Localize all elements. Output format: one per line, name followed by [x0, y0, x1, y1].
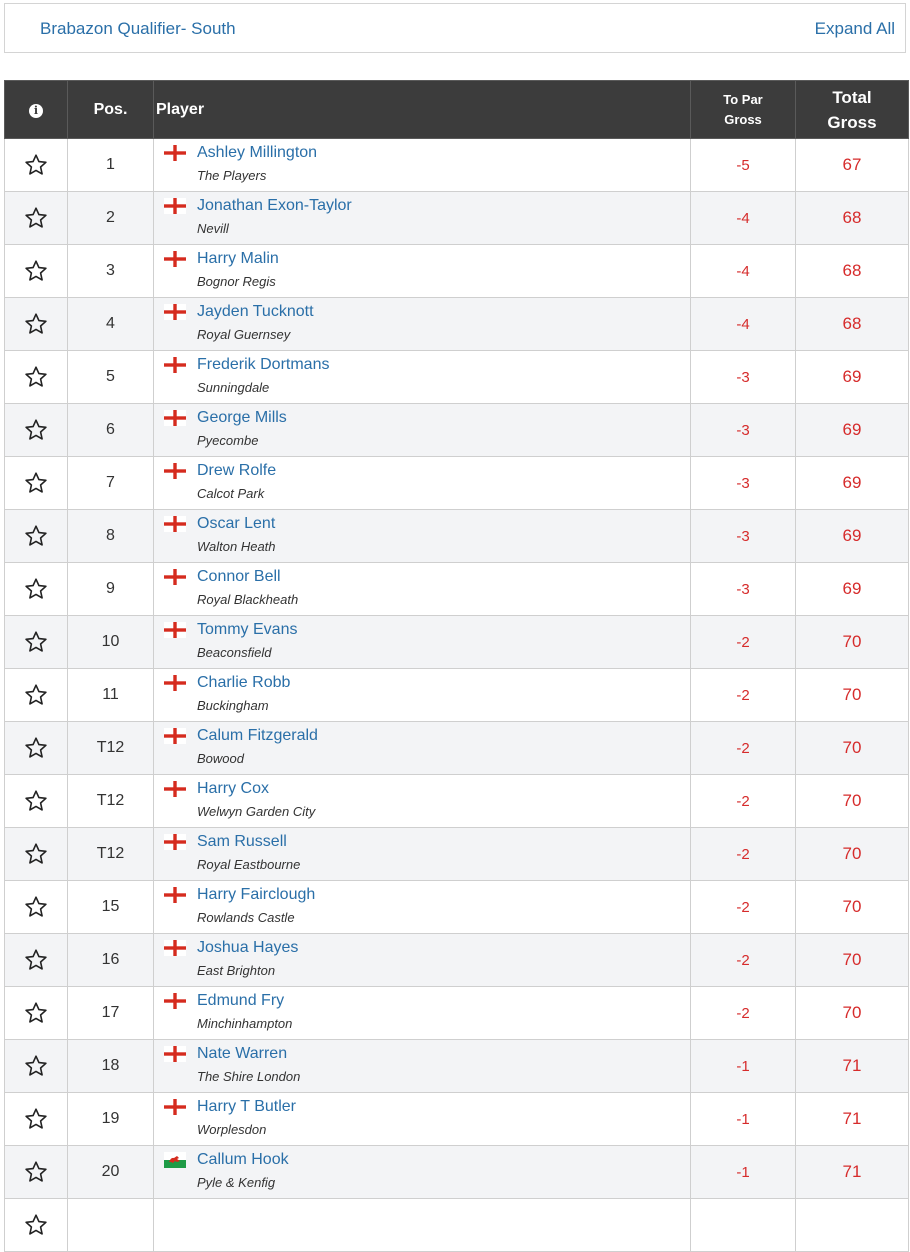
- total-gross-cell: 71: [796, 1040, 909, 1093]
- favorite-cell[interactable]: [5, 934, 68, 987]
- player-column-header[interactable]: Player: [154, 81, 691, 139]
- round-header-bar: [4, 3, 906, 53]
- to-par-cell: -4: [691, 245, 796, 298]
- table-row[interactable]: [5, 722, 909, 775]
- total-gross-cell: 68: [796, 298, 909, 351]
- star-outline-icon[interactable]: [5, 1213, 67, 1237]
- player-name-link[interactable]: Jayden Tucknott: [197, 303, 314, 320]
- player-name-link[interactable]: Callum Hook: [197, 1151, 289, 1168]
- table-row[interactable]: [5, 934, 909, 987]
- total-gross-cell: 71: [796, 1093, 909, 1146]
- table-row[interactable]: [5, 139, 909, 192]
- star-outline-icon[interactable]: [5, 1001, 67, 1025]
- favorite-cell[interactable]: [5, 563, 68, 616]
- player-club: Worplesdon: [197, 1122, 267, 1137]
- table-row[interactable]: [5, 669, 909, 722]
- to-par-cell: -2: [691, 934, 796, 987]
- player-name-link[interactable]: Drew Rolfe: [197, 462, 277, 479]
- player-club: Walton Heath: [197, 539, 276, 554]
- star-outline-icon[interactable]: [5, 789, 67, 813]
- player-cell[interactable]: [154, 192, 691, 245]
- favorite-cell[interactable]: [5, 457, 68, 510]
- favorite-cell[interactable]: [5, 404, 68, 457]
- table-row[interactable]: [5, 1199, 909, 1252]
- to-par-cell: -2: [691, 616, 796, 669]
- star-outline-icon[interactable]: [5, 524, 67, 548]
- to-par-cell: -5: [691, 139, 796, 192]
- table-row[interactable]: [5, 404, 909, 457]
- player-name-link[interactable]: Joshua Hayes: [197, 939, 299, 956]
- leaderboard-header-row: [5, 81, 909, 139]
- player-club: Buckingham: [197, 698, 269, 713]
- table-row[interactable]: [5, 351, 909, 404]
- favorite-cell[interactable]: [5, 139, 68, 192]
- england-flag-icon: [164, 145, 186, 161]
- table-row[interactable]: [5, 1146, 909, 1199]
- player-name-link[interactable]: Tommy Evans: [197, 621, 298, 638]
- player-name-link[interactable]: Sam Russell: [197, 833, 287, 850]
- player-cell[interactable]: [154, 987, 691, 1040]
- star-outline-icon[interactable]: [5, 630, 67, 654]
- player-cell[interactable]: [154, 298, 691, 351]
- star-outline-icon[interactable]: [5, 683, 67, 707]
- wales-flag-icon: [164, 1152, 186, 1168]
- england-flag-icon: [164, 410, 186, 426]
- england-flag-icon: [164, 940, 186, 956]
- england-flag-icon: [164, 304, 186, 320]
- table-row[interactable]: [5, 1040, 909, 1093]
- star-outline-icon[interactable]: [5, 948, 67, 972]
- player-club: Pyle & Kenfig: [197, 1175, 276, 1190]
- total-gross-cell: 67: [796, 139, 909, 192]
- player-name-link[interactable]: Edmund Fry: [197, 992, 285, 1009]
- total-gross-cell: 68: [796, 245, 909, 298]
- position-cell: 7: [68, 457, 154, 510]
- player-club: The Players: [197, 168, 267, 183]
- table-row[interactable]: [5, 987, 909, 1040]
- position-cell: 1: [68, 139, 154, 192]
- star-outline-icon[interactable]: [5, 842, 67, 866]
- england-flag-icon: [164, 622, 186, 638]
- player-club: Beaconsfield: [197, 645, 272, 660]
- total-gross-cell: [796, 1199, 909, 1252]
- player-cell[interactable]: [154, 404, 691, 457]
- favorite-cell[interactable]: [5, 245, 68, 298]
- favorite-cell[interactable]: [5, 722, 68, 775]
- position-cell: 2: [68, 192, 154, 245]
- favorite-cell[interactable]: [5, 1093, 68, 1146]
- player-club: Calcot Park: [197, 486, 265, 501]
- star-outline-icon[interactable]: [5, 153, 67, 177]
- player-cell[interactable]: [154, 1040, 691, 1093]
- england-flag-icon: [164, 887, 186, 903]
- table-row[interactable]: [5, 563, 909, 616]
- table-row[interactable]: [5, 510, 909, 563]
- to-par-cell: -4: [691, 192, 796, 245]
- player-cell[interactable]: [154, 510, 691, 563]
- to-par-cell: -1: [691, 1146, 796, 1199]
- player-cell[interactable]: [154, 828, 691, 881]
- total-gross-cell: 68: [796, 192, 909, 245]
- to-par-cell: -2: [691, 881, 796, 934]
- total-gross-cell: 69: [796, 351, 909, 404]
- player-name-link[interactable]: Harry Malin: [197, 250, 279, 267]
- total-gross-cell: 71: [796, 1146, 909, 1199]
- player-club: Royal Guernsey: [197, 327, 291, 342]
- star-outline-icon[interactable]: [5, 895, 67, 919]
- favorite-cell[interactable]: [5, 775, 68, 828]
- position-cell: 10: [68, 616, 154, 669]
- total-header-line1: Total: [832, 87, 872, 107]
- england-flag-icon: [164, 781, 186, 797]
- player-club: Bognor Regis: [197, 274, 276, 289]
- star-outline-icon[interactable]: [5, 736, 67, 760]
- position-cell: 15: [68, 881, 154, 934]
- total-column-header[interactable]: [796, 81, 909, 139]
- player-club: Royal Eastbourne: [197, 857, 301, 872]
- table-row[interactable]: [5, 298, 909, 351]
- player-name-link[interactable]: George Mills: [197, 409, 287, 426]
- table-row[interactable]: [5, 828, 909, 881]
- total-gross-cell: 70: [796, 881, 909, 934]
- position-cell: 16: [68, 934, 154, 987]
- to-par-cell: -2: [691, 775, 796, 828]
- total-gross-cell: 70: [796, 616, 909, 669]
- star-outline-icon[interactable]: [5, 365, 67, 389]
- total-gross-cell: 70: [796, 987, 909, 1040]
- player-club: Sunningdale: [197, 380, 270, 395]
- table-row[interactable]: [5, 457, 909, 510]
- star-outline-icon[interactable]: [5, 418, 67, 442]
- england-flag-icon: [164, 1099, 186, 1115]
- player-name-link[interactable]: Calum Fitzgerald: [197, 727, 318, 744]
- england-flag-icon: [164, 569, 186, 585]
- to-par-cell: -3: [691, 510, 796, 563]
- position-cell: 9: [68, 563, 154, 616]
- position-cell: 18: [68, 1040, 154, 1093]
- favorite-cell[interactable]: [5, 1199, 68, 1252]
- leaderboard-table: [4, 80, 909, 1252]
- to-par-cell: -3: [691, 457, 796, 510]
- star-outline-icon[interactable]: [5, 577, 67, 601]
- to-par-header-line2: Gross: [724, 111, 762, 127]
- player-cell[interactable]: [154, 457, 691, 510]
- to-par-cell: [691, 1199, 796, 1252]
- england-flag-icon: [164, 198, 186, 214]
- position-cell: 8: [68, 510, 154, 563]
- position-cell: 5: [68, 351, 154, 404]
- favorite-cell[interactable]: [5, 987, 68, 1040]
- player-name-link[interactable]: Ashley Millington: [197, 144, 318, 161]
- star-outline-icon[interactable]: [5, 471, 67, 495]
- table-row[interactable]: [5, 775, 909, 828]
- table-row[interactable]: [5, 881, 909, 934]
- competition-title-link[interactable]: Brabazon Qualifier- South: [40, 19, 236, 38]
- star-outline-icon[interactable]: [5, 259, 67, 283]
- player-cell[interactable]: [154, 669, 691, 722]
- player-cell[interactable]: [154, 563, 691, 616]
- position-cell: 17: [68, 987, 154, 1040]
- to-par-cell: -1: [691, 1093, 796, 1146]
- england-flag-icon: [164, 728, 186, 744]
- star-outline-icon[interactable]: [5, 206, 67, 230]
- england-flag-icon: [164, 357, 186, 373]
- player-name-link[interactable]: Frederik Dortmans: [197, 356, 330, 373]
- position-cell: T12: [68, 775, 154, 828]
- player-cell[interactable]: [154, 616, 691, 669]
- favorite-cell[interactable]: [5, 828, 68, 881]
- player-club: Royal Blackheath: [197, 592, 299, 607]
- total-gross-cell: 69: [796, 404, 909, 457]
- player-cell[interactable]: [154, 1146, 691, 1199]
- player-name-link[interactable]: Harry T Butler: [197, 1098, 296, 1115]
- position-cell: T12: [68, 722, 154, 775]
- player-cell[interactable]: [154, 1199, 691, 1252]
- position-cell: 19: [68, 1093, 154, 1146]
- to-par-cell: -3: [691, 351, 796, 404]
- star-outline-icon[interactable]: [5, 1107, 67, 1131]
- table-row[interactable]: [5, 1093, 909, 1146]
- position-cell: T12: [68, 828, 154, 881]
- england-flag-icon: [164, 675, 186, 691]
- info-icon[interactable]: i: [29, 104, 43, 118]
- england-flag-icon: [164, 251, 186, 267]
- total-header-line2: Gross: [827, 112, 877, 132]
- favorite-cell[interactable]: [5, 351, 68, 404]
- info-column-header[interactable]: [5, 81, 68, 139]
- position-cell: 11: [68, 669, 154, 722]
- to-par-cell: -3: [691, 563, 796, 616]
- total-gross-cell: 69: [796, 510, 909, 563]
- star-outline-icon[interactable]: [5, 1054, 67, 1078]
- player-name-link[interactable]: Harry Cox: [197, 780, 270, 797]
- player-name-link[interactable]: Nate Warren: [197, 1045, 288, 1062]
- to-par-cell: -2: [691, 987, 796, 1040]
- favorite-cell[interactable]: [5, 1146, 68, 1199]
- player-club: Bowood: [197, 751, 244, 766]
- star-outline-icon[interactable]: [5, 1160, 67, 1184]
- table-row[interactable]: [5, 245, 909, 298]
- player-cell[interactable]: [154, 881, 691, 934]
- total-gross-cell: 69: [796, 457, 909, 510]
- to-par-cell: -4: [691, 298, 796, 351]
- position-cell: 20: [68, 1146, 154, 1199]
- player-name-link[interactable]: Jonathan Exon-Taylor: [197, 197, 352, 214]
- england-flag-icon: [164, 993, 186, 1009]
- leaderboard-body: [5, 139, 909, 1252]
- player-name-link[interactable]: Connor Bell: [197, 568, 281, 585]
- player-cell[interactable]: [154, 934, 691, 987]
- player-club: Minchinhampton: [197, 1016, 293, 1031]
- to-par-cell: -3: [691, 404, 796, 457]
- player-cell[interactable]: [154, 1093, 691, 1146]
- expand-all-link[interactable]: Expand All: [814, 19, 895, 38]
- favorite-cell[interactable]: [5, 616, 68, 669]
- player-cell[interactable]: [154, 351, 691, 404]
- table-row[interactable]: [5, 616, 909, 669]
- england-flag-icon: [164, 1046, 186, 1062]
- favorite-cell[interactable]: [5, 669, 68, 722]
- player-name-link[interactable]: Oscar Lent: [197, 515, 276, 532]
- player-name-link[interactable]: Charlie Robb: [197, 674, 291, 691]
- player-cell[interactable]: [154, 139, 691, 192]
- player-club: Welwyn Garden City: [197, 804, 316, 819]
- total-gross-cell: 70: [796, 934, 909, 987]
- to-par-column-header[interactable]: [691, 81, 796, 139]
- england-flag-icon: [164, 463, 186, 479]
- total-gross-cell: 70: [796, 775, 909, 828]
- player-cell[interactable]: [154, 245, 691, 298]
- player-cell[interactable]: [154, 722, 691, 775]
- to-par-cell: -2: [691, 722, 796, 775]
- player-club: Rowlands Castle: [197, 910, 295, 925]
- england-flag-icon: [164, 516, 186, 532]
- total-gross-cell: 69: [796, 563, 909, 616]
- player-club: East Brighton: [197, 963, 276, 978]
- star-outline-icon[interactable]: [5, 312, 67, 336]
- to-par-cell: -2: [691, 669, 796, 722]
- position-cell: 6: [68, 404, 154, 457]
- favorite-cell[interactable]: [5, 510, 68, 563]
- england-flag-icon: [164, 834, 186, 850]
- favorite-cell[interactable]: [5, 192, 68, 245]
- player-club: Nevill: [197, 221, 229, 236]
- total-gross-cell: 70: [796, 722, 909, 775]
- to-par-cell: -1: [691, 1040, 796, 1093]
- favorite-cell[interactable]: [5, 881, 68, 934]
- player-cell[interactable]: [154, 775, 691, 828]
- position-cell: [68, 1199, 154, 1252]
- player-name-link[interactable]: Harry Fairclough: [197, 886, 316, 903]
- player-club: Pyecombe: [197, 433, 259, 448]
- favorite-cell[interactable]: [5, 298, 68, 351]
- pos-column-header[interactable]: Pos.: [68, 81, 154, 139]
- total-gross-cell: 70: [796, 669, 909, 722]
- to-par-cell: -2: [691, 828, 796, 881]
- to-par-header-line1: To Par: [723, 91, 763, 107]
- favorite-cell[interactable]: [5, 1040, 68, 1093]
- position-cell: 4: [68, 298, 154, 351]
- total-gross-cell: 70: [796, 828, 909, 881]
- player-club: The Shire London: [197, 1069, 301, 1084]
- table-row[interactable]: [5, 192, 909, 245]
- position-cell: 3: [68, 245, 154, 298]
